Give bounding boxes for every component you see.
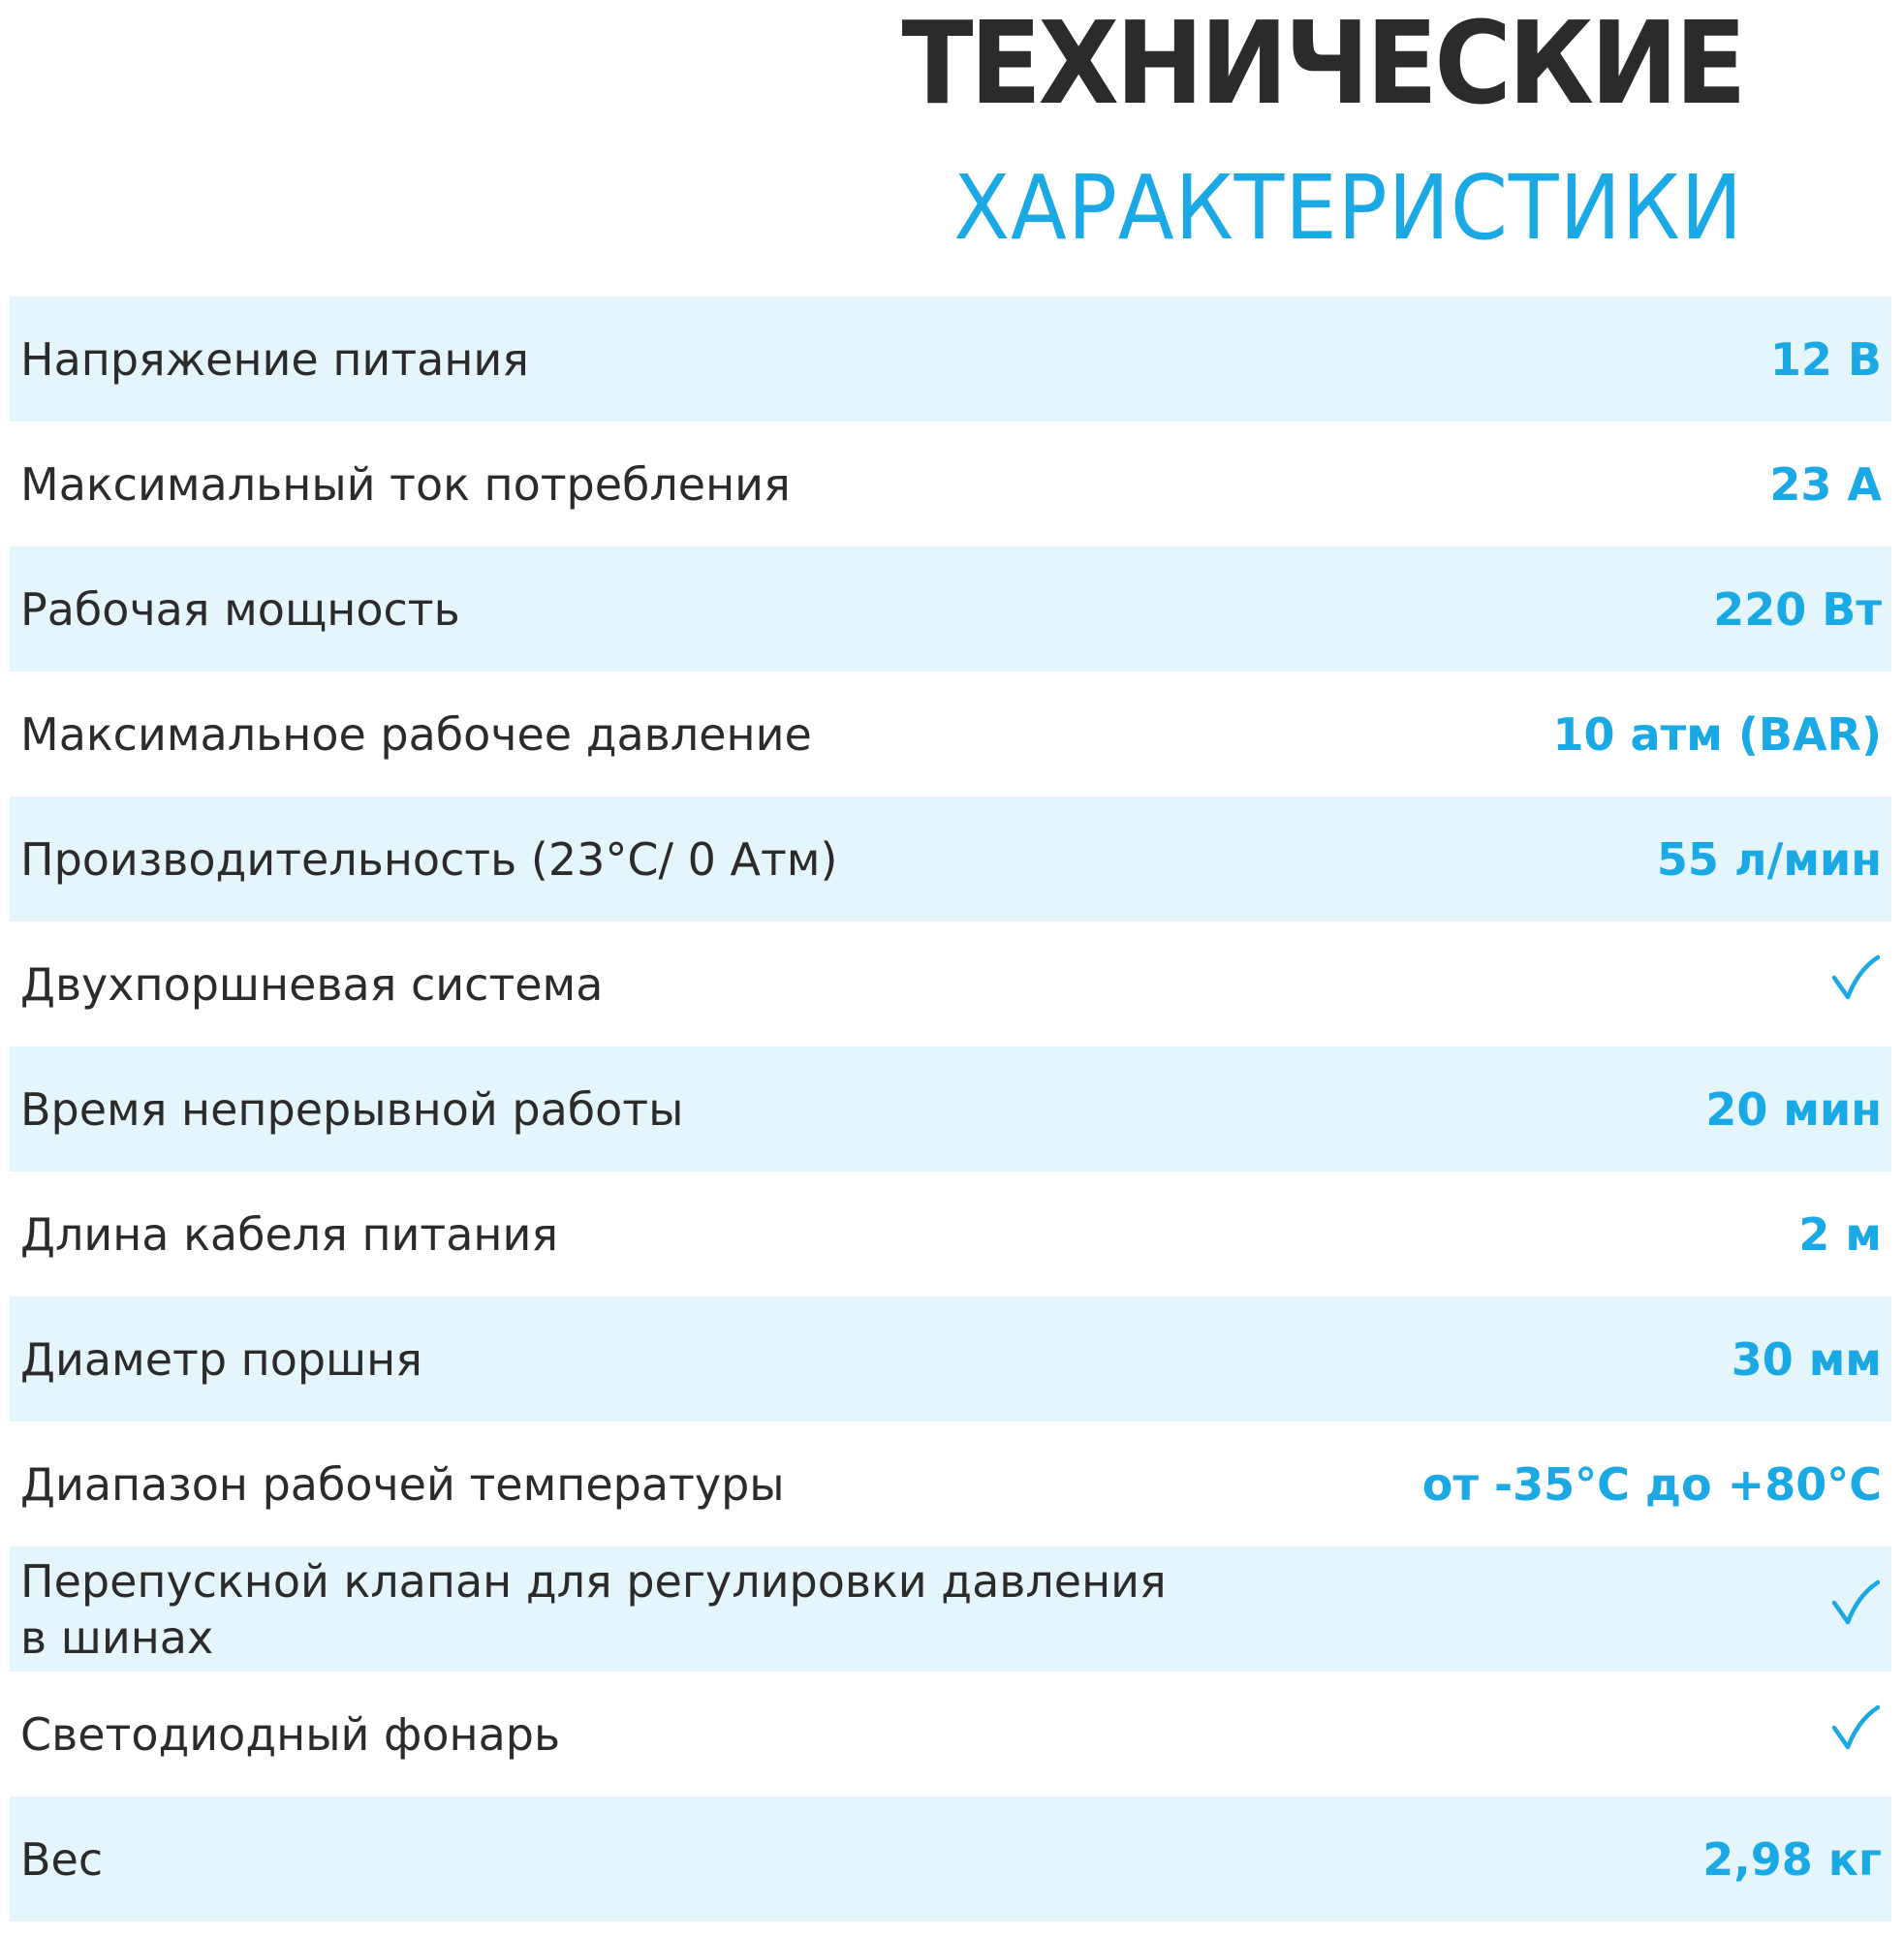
check-icon bbox=[1831, 1579, 1880, 1628]
spec-label: Диаметр поршня bbox=[20, 1332, 422, 1386]
spec-row-cable-length bbox=[10, 1172, 1891, 1297]
spec-value: 2,98 кг bbox=[1702, 1832, 1882, 1886]
page-header bbox=[828, 0, 1743, 262]
spec-row-led-light bbox=[10, 1672, 1891, 1797]
spec-value: 23 А bbox=[1769, 457, 1882, 511]
spec-value: 12 В bbox=[1769, 332, 1882, 386]
spec-value bbox=[1831, 954, 1882, 1014]
spec-value: от -35°С до +80°С bbox=[1421, 1457, 1882, 1511]
spec-table bbox=[10, 297, 1891, 1922]
spec-row-dual-piston bbox=[10, 922, 1891, 1047]
spec-row-bypass-valve bbox=[10, 1547, 1891, 1672]
title-line-1: ТЕХНИЧЕСКИЕ bbox=[901, 0, 1743, 130]
spec-value: 30 мм bbox=[1731, 1332, 1882, 1386]
spec-label: Перепускной клапан для регулировки давления в шинах bbox=[20, 1554, 1167, 1664]
spec-label: Время непрерывной работы bbox=[20, 1082, 684, 1136]
spec-row-voltage bbox=[10, 297, 1891, 422]
spec-row-max-pressure bbox=[10, 672, 1891, 797]
spec-value: 2 м bbox=[1798, 1207, 1882, 1261]
title-line-2: ХАРАКТЕРИСТИКИ bbox=[953, 156, 1743, 260]
spec-row-capacity bbox=[10, 797, 1891, 922]
spec-row-temperature-range bbox=[10, 1422, 1891, 1547]
spec-label: Производительность (23°C/ 0 Атм) bbox=[20, 832, 838, 886]
spec-label: Двухпоршневая система bbox=[20, 957, 604, 1011]
check-icon bbox=[1831, 1704, 1880, 1753]
spec-value bbox=[1831, 1704, 1882, 1764]
spec-label: Рабочая мощность bbox=[20, 582, 460, 636]
spec-label: Светодиодный фонарь bbox=[20, 1707, 561, 1761]
spec-value: 20 мин bbox=[1705, 1082, 1882, 1136]
spec-label: Максимальный ток потребления bbox=[20, 457, 791, 511]
spec-value: 55 л/мин bbox=[1656, 832, 1882, 886]
spec-row-max-current bbox=[10, 422, 1891, 547]
spec-value bbox=[1831, 1579, 1882, 1639]
spec-label: Вес bbox=[20, 1832, 104, 1886]
spec-label: Максимальное рабочее давление bbox=[20, 707, 812, 761]
spec-label: Диапазон рабочей температуры bbox=[20, 1457, 785, 1511]
spec-value: 220 Вт bbox=[1713, 582, 1882, 636]
spec-row-power bbox=[10, 547, 1891, 672]
spec-row-runtime bbox=[10, 1047, 1891, 1172]
spec-row-weight bbox=[10, 1797, 1891, 1922]
spec-label: Напряжение питания bbox=[20, 332, 529, 386]
spec-label: Длина кабеля питания bbox=[20, 1207, 559, 1261]
spec-row-piston-diameter bbox=[10, 1297, 1891, 1422]
spec-value: 10 атм (BAR) bbox=[1552, 707, 1882, 761]
check-icon bbox=[1831, 954, 1880, 1003]
